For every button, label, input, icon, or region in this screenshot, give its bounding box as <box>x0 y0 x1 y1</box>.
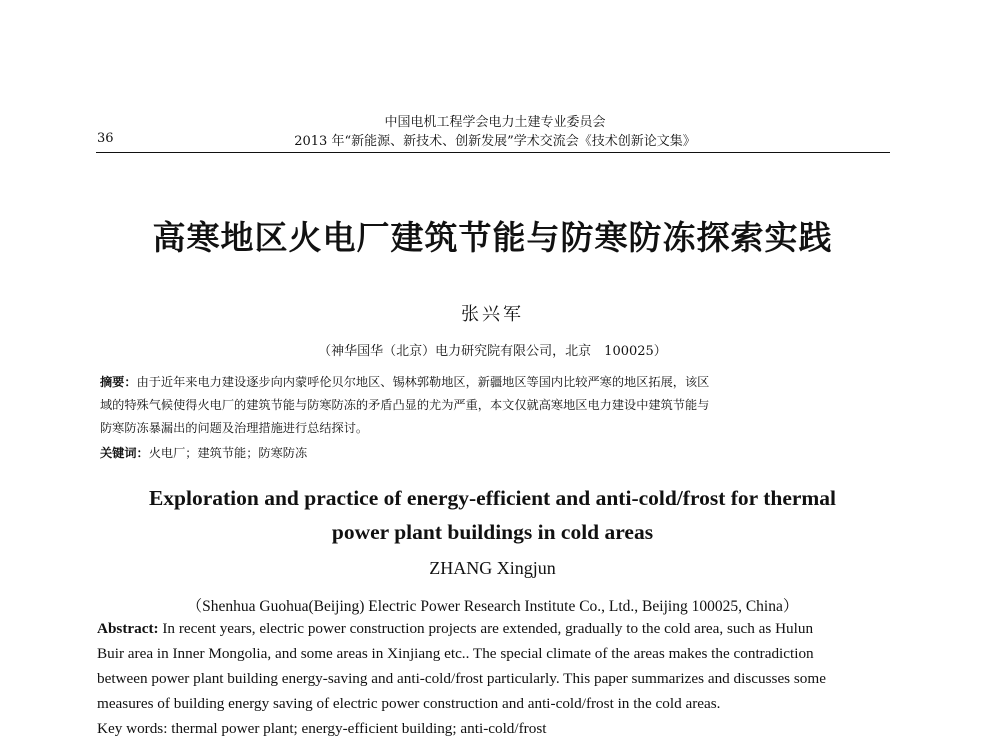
abstract-cn-label: 摘要： <box>100 375 137 389</box>
abstract-en-line-3: between power plant building energy-saving and anti-cold/frost particularly. This paper summarizes and discusses some <box>97 670 826 687</box>
page-number: 36 <box>97 131 114 146</box>
abstract-en-line-2: Buir area in Inner Mongolia, and some areas in Xinjiang etc.. The special climate of the areas makes the contradiction <box>97 645 814 662</box>
keywords-cn-text: 火电厂；建筑节能；防寒防冻 <box>148 446 308 460</box>
abstract-cn-line-1 <box>100 371 890 394</box>
paper-title-en-line-2: power plant buildings in cold areas <box>331 520 654 544</box>
affiliation-en: （Shenhua Guohua(Beijing) Electric Power Research Institute Co., Ltd., Beijing 100025, China） <box>186 598 799 615</box>
affiliation-cn: （神华国华（北京）电力研究院有限公司，北京 100025） <box>318 344 667 359</box>
author-en: ZHANG Xingjun <box>429 558 556 578</box>
keywords-en-line-cut-off: Key words: thermal power plant; energy-efficient building; anti-cold/frost <box>97 720 547 737</box>
abstract-en-text-1: In recent years, electric power construction projects are extended, gradually to the cold area, such as Hulun <box>158 620 814 637</box>
paper-title-en-line-1: Exploration and practice of energy-efficient and anti-cold/frost for thermal <box>148 486 837 510</box>
abstract-cn-line-3: 防寒防冻暴漏出的问题及治理措施进行总结探讨。 <box>100 421 369 435</box>
journal-header-line1: 中国电机工程学会电力土建专业委员会 <box>384 115 606 130</box>
keywords-cn-label: 关键词： <box>100 446 149 460</box>
author-cn: 张兴军 <box>461 304 524 325</box>
abstract-cn-text-1: 由于近年来电力建设逐步向内蒙呼伦贝尔地区、锡林郭勒地区，新疆地区等国内比较严寒的地区拓展，该区 <box>136 375 710 389</box>
journal-header-line2: 2013 年“新能源、新技术、创新发展”学术交流会《技术创新论文集》 <box>294 134 696 149</box>
abstract-en-line-4: measures of building energy saving of electric power construction and anti-cold/frost in the cold areas. <box>97 695 721 712</box>
paper-title-cn: 高寒地区火电厂建筑节能与防寒防冻探索实践 <box>152 218 833 257</box>
header-rule <box>96 152 890 153</box>
abstract-en-line-1 <box>97 620 892 638</box>
abstract-en-label: Abstract: <box>97 620 159 637</box>
abstract-cn-line-2: 域的特殊气候使得火电厂的建筑节能与防寒防冻的矛盾凸显的尤为严重，本文仅就高寒地区电力建设中建筑节能与 <box>100 398 710 412</box>
keywords-cn <box>100 442 890 465</box>
